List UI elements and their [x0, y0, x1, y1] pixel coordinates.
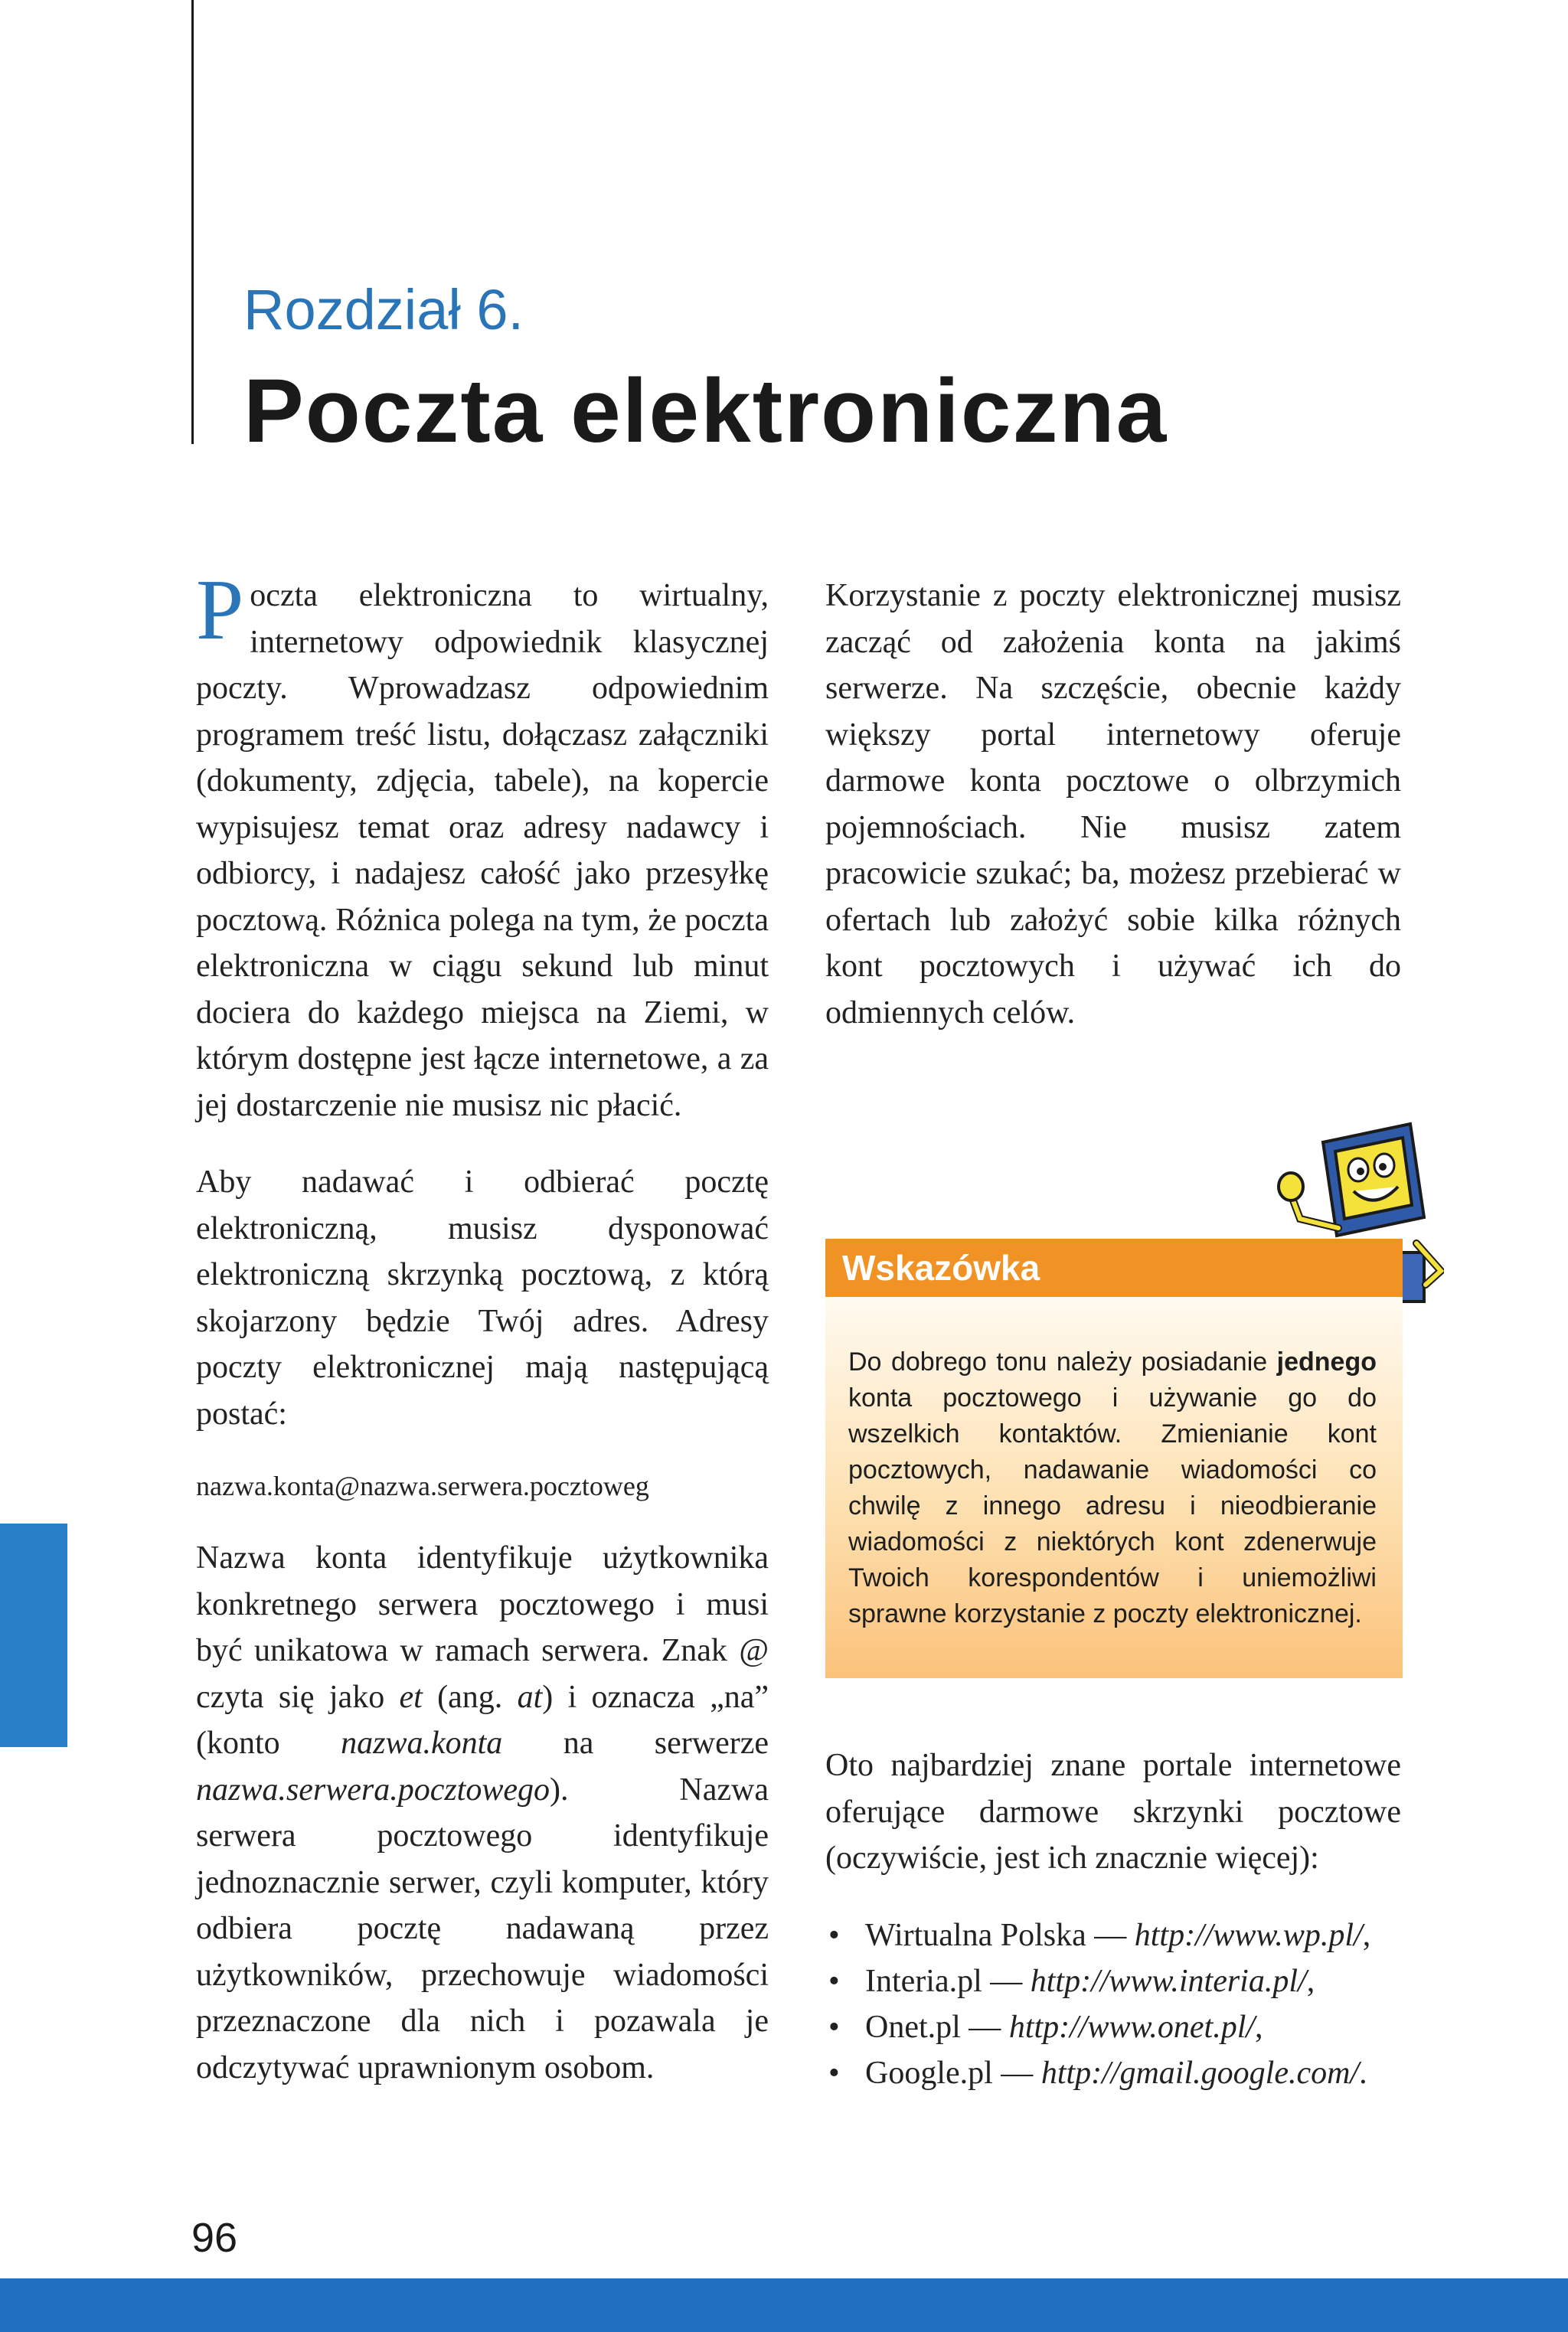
page-number: 96 — [191, 2215, 238, 2261]
bullet: • — [828, 2055, 840, 2091]
portal-punct: , — [1306, 1963, 1315, 1999]
portal-name: Google.pl — — [865, 2055, 1041, 2091]
account-text-2: (ang. — [422, 1679, 518, 1715]
tip-text-1: Do dobrego tonu należy posiadanie — [848, 1347, 1277, 1377]
left-column — [196, 563, 769, 2121]
portal-item — [825, 1912, 1401, 1958]
portal-link[interactable]: http://www.wp.pl/ — [1134, 1917, 1363, 1953]
term-server-name: nazwa.serwera.pocztowego — [196, 1772, 550, 1808]
footer-bar — [0, 2278, 1568, 2332]
portal-link[interactable]: http://gmail.google.com/ — [1040, 2055, 1360, 2091]
account-paragraph — [196, 1535, 769, 2091]
portal-name: Onet.pl — — [865, 2009, 1009, 2045]
portal-punct: . — [1359, 2055, 1367, 2091]
intro-paragraph — [196, 563, 769, 1128]
term-et: et — [399, 1679, 423, 1715]
mailbox-paragraph: Aby nadawać i odbierać pocztę elektroniczną, musisz dysponować elektroniczną skrzynką pocztową, z którą skojarzony będzie Twój adres. Adresy poczty elektronicznej mają następującą postać: — [196, 1164, 769, 1432]
chapter-title: Poczta elektroniczna — [243, 361, 1168, 462]
portal-link[interactable]: http://www.interia.pl/ — [1030, 1963, 1307, 1999]
tip-text — [848, 1344, 1377, 1632]
portal-name: Wirtualna Polska — — [865, 1917, 1135, 1953]
portal-item — [825, 2004, 1401, 2050]
account-text-4: na serwerze — [502, 1726, 769, 1761]
right-column — [825, 573, 1401, 1066]
portal-link[interactable]: http://www.onet.pl/ — [1008, 2009, 1256, 2045]
tip-text-2: konta pocztowego i używanie go do wszelkich kontaktów. Zmienianie kont pocztowych, nadawanie wiadomości co chwilę z innego adresu i nieodbieranie wiadomości z niektórych kont zdenerwuje Twoich korespondentów i uniemożliwi sprawne korzystanie z poczty elektronicznej. — [848, 1383, 1377, 1628]
portal-item — [825, 1958, 1401, 2004]
term-at: at — [517, 1679, 543, 1715]
address-format: nazwa.konta@nazwa.serwera.pocztoweg — [196, 1471, 649, 1501]
term-account-name: nazwa.konta — [341, 1726, 503, 1761]
side-tab — [0, 1524, 67, 1747]
bullet: • — [828, 1917, 840, 1953]
portal-punct: , — [1255, 2009, 1263, 2045]
portals-intro: Oto najbardziej znane portale internetowe oferujące darmowe skrzynki pocztowe (oczywiście, jest ich znacznie więcej): — [825, 1748, 1401, 1876]
drop-cap: P — [196, 563, 244, 658]
portal-punct: , — [1362, 1917, 1371, 1953]
bullet: • — [828, 2009, 840, 2045]
bullet: • — [828, 1963, 840, 1999]
portal-item — [825, 2050, 1401, 2096]
tip-header — [825, 1239, 1403, 1297]
chapter-label: Rozdział 6. — [243, 278, 524, 341]
portals-section — [825, 1742, 1401, 2096]
tip-box — [825, 1297, 1403, 1678]
portal-list — [825, 1912, 1401, 2096]
account-setup-paragraph: Korzystanie z poczty elektronicznej musisz zacząć od założenia konta na jakimś serwerze. Na szczęście, obecnie każdy większy portal internetowy oferuje darmowe konta pocztowe o olbrzymich pojemnościach. Nie musisz zatem pracowicie szukać; ba, możesz przebierać w ofertach lub założyć sobie kilka różnych kont pocztowych i używać ich do odmiennych celów. — [825, 578, 1401, 1030]
account-text-5: ). Nazwa serwera pocztowego identyfikuje jednoznacznie serwer, czyli komputer, który odbiera pocztę nadawaną przez użytkowników, przechowuje wiadomości przeznaczone dla nich i pozawala je odczytywać uprawnionym osobom. — [196, 1772, 769, 2085]
chapter-divider-line — [191, 0, 194, 444]
intro-text: oczta elektroniczna to wirtualny, internetowy odpowiednik klasycznej poczty. Wprowadzasz odpowiednim programem treść listu, dołączasz załączniki (dokumenty, zdjęcia, tabele), na kopercie wypisujesz temat oraz adresy nadawcy i odbiorcy, i nadajesz całość jako przesyłkę pocztową. Różnica polega na tym, że poczta elektroniczna w ciągu sekund lub minut dociera do każdego miejsca na Ziemi, w którym dostępne jest łącze internetowe, a za jej dostarczenie nie musisz nic płacić. — [196, 578, 769, 1123]
portal-name: Interia.pl — — [865, 1963, 1031, 1999]
tip-title: Wskazówka — [842, 1248, 1040, 1288]
tip-text-bold: jednego — [1276, 1347, 1377, 1377]
account-text-1: Nazwa konta identyfikuje użytkownika konkretnego serwera pocztowego i musi być unikatowa w ramach serwera. Znak @ czyta się jako — [196, 1540, 769, 1715]
account-text-3: ) i oznacza „na” (konto — [196, 1679, 769, 1761]
